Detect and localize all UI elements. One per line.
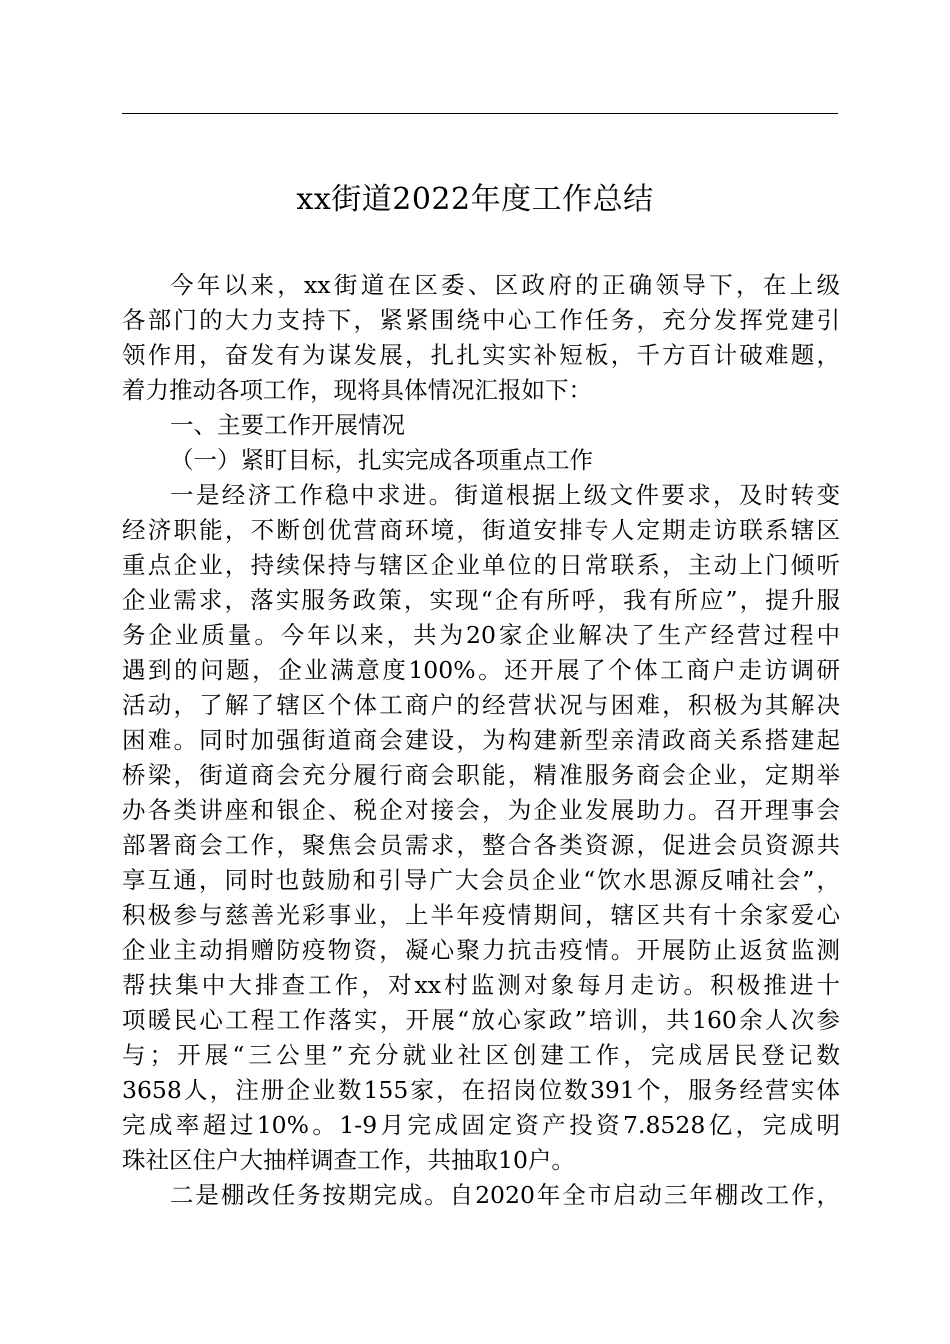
section-heading: 一、主要工作开展情况	[170, 411, 405, 439]
paragraph-line: 今年以来，xx街道在区委、区政府的正确领导下，在上级	[170, 271, 840, 299]
paragraph-line: 困难。同时加强街道商会建设，为构建新型亲清政商关系搭建起	[122, 726, 840, 754]
paragraph-line: 3658人，注册企业数155家，在招岗位数391个，服务经营实体	[122, 1076, 840, 1104]
paragraph-line: 部署商会工作，聚焦会员需求，整合各类资源，促进会员资源共	[122, 831, 840, 859]
paragraph-line: 活动，了解了辖区个体工商户的经营状况与困难，积极为其解决	[122, 691, 840, 719]
paragraph-line: 完成率超过10%。1-9月完成固定资产投资7.8528亿，完成明	[122, 1111, 840, 1139]
paragraph-line: 经济职能，不断创优营商环境，街道安排专人定期走访联系辖区	[122, 516, 840, 544]
paragraph-line: 企业需求，落实服务政策，实现“企有所呼，我有所应”，提升服	[122, 586, 840, 614]
paragraph-line: 桥梁，街道商会充分履行商会职能，精准服务商会企业，定期举	[122, 761, 840, 789]
paragraph-line: 一是经济工作稳中求进。街道根据上级文件要求，及时转变	[170, 481, 840, 509]
paragraph-line: 领作用，奋发有为谋发展，扎扎实实补短板，千方百计破难题，	[122, 341, 840, 369]
paragraph-line: 项暖民心工程工作落实，开展“放心家政”培训，共160余人次参	[122, 1006, 840, 1034]
paragraph-line: 办各类讲座和银企、税企对接会，为企业发展助力。召开理事会	[122, 796, 840, 824]
document-title: xx街道2022年度工作总结	[296, 182, 654, 217]
paragraph-line: 企业主动捐赠防疫物资，凝心聚力抗击疫情。开展防止返贫监测	[122, 936, 840, 964]
document-body	[122, 268, 840, 1213]
paragraph-line: 珠社区住户大抽样调查工作，共抽取10户。	[122, 1146, 575, 1174]
paragraph-line: 二是棚改任务按期完成。自2020年全市启动三年棚改工作，	[170, 1181, 840, 1209]
paragraph-line: 积极参与慈善光彩事业，上半年疫情期间，辖区共有十余家爱心	[122, 901, 840, 929]
paragraph-line: 各部门的大力支持下，紧紧围绕中心工作任务，充分发挥党建引	[122, 306, 840, 334]
paragraph-line: 重点企业，持续保持与辖区企业单位的日常联系，主动上门倾听	[122, 551, 840, 579]
paragraph-line: 遇到的问题，企业满意度100%。还开展了个体工商户走访调研	[122, 656, 840, 684]
header-rule	[122, 113, 838, 114]
paragraph-line: 务企业质量。今年以来，共为20家企业解决了生产经营过程中	[122, 621, 840, 649]
paragraph-line: 帮扶集中大排查工作，对xx村监测对象每月走访。积极推进十	[122, 971, 840, 999]
paragraph-line: 着力推动各项工作，现将具体情况汇报如下：	[122, 376, 592, 404]
paragraph-line: 享互通，同时也鼓励和引导广大会员企业“饮水思源反哺社会”，	[122, 866, 840, 894]
paragraph-line: 与；开展“三公里”充分就业社区创建工作，完成居民登记数	[122, 1041, 840, 1069]
subsection-heading: （一）紧盯目标，扎实完成各项重点工作	[170, 446, 593, 474]
